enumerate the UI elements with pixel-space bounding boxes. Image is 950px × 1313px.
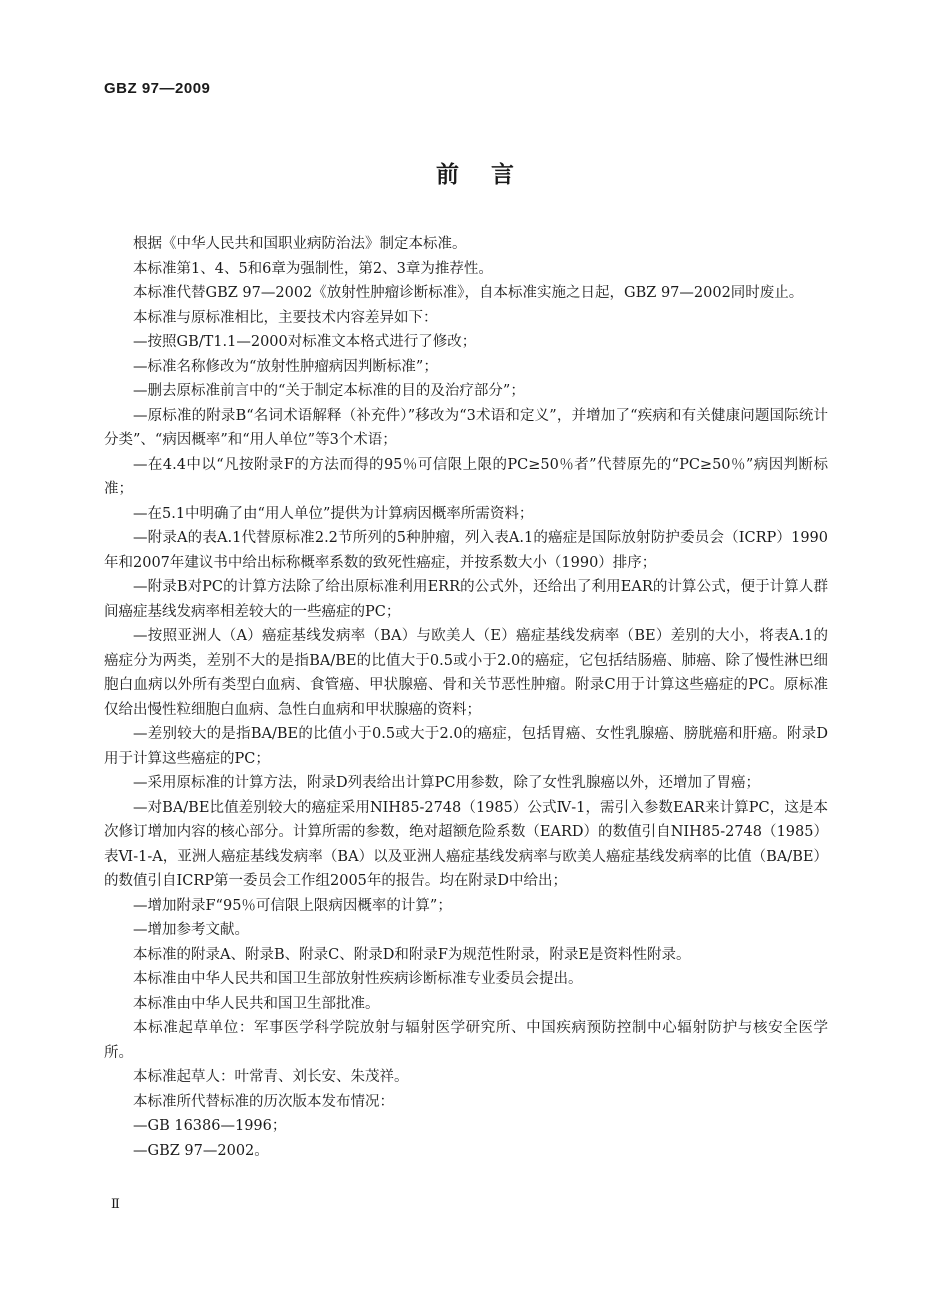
paragraph: —增加附录F“95％可信限上限病因概率的计算”； [133, 897, 452, 914]
paragraph: 根据《中华人民共和国职业病防治法》制定本标准。 [133, 236, 467, 252]
page-number: Ⅱ [111, 1197, 120, 1212]
paragraph: —差别较大的是指BA/BE的比值小于0.5或大于2.0的癌症，包括胃癌、女性乳腺癌、膀胱癌和肝癌。附录D用于计算这些癌症的PC； [104, 726, 828, 767]
paragraph: —GBZ 97—2002。 [133, 1142, 269, 1159]
paragraph: —增加参考文献。 [133, 922, 249, 938]
paragraph: —附录A的表A.1代替原标准2.2节所列的5种肿瘤，列入表A.1的癌症是国际放射防护委员会（ICRP）1990年和2007年建议书中给出标称概率系数的致死性癌症，并按系数大小（1990）排序； [104, 530, 828, 571]
paragraph: —采用原标准的计算方法，附录D列表给出计算PC用参数，除了女性乳腺癌以外，还增加了胃癌； [133, 775, 760, 791]
paragraph: —对BA/BE比值差别较大的癌症采用NIH85-2748（1985）公式Ⅳ-1，需引入参数EAR来计算PC，这是本次修订增加内容的核心部分。计算所需的参数，绝对超额危险系数（EARD）的数值引自NIH85-2748（1985）表Ⅵ-1-A，亚洲人癌症基线发病率（BA）以及亚洲人癌症基线发病率与欧美人癌症基线发病率的比值（BA/BE）的数值引自ICRP第一委员会工作组2005年的报告。均在附录D中给出； [104, 799, 828, 889]
paragraph: —在5.1中明确了由“用人单位”提供为计算病因概率所需资料； [133, 505, 534, 522]
paragraph: 本标准代替GBZ 97—2002《放射性肿瘤诊断标准》，自本标准实施之日起，GBZ 97—2002同时废止。 [133, 285, 804, 301]
document-code: GBZ 97—2009 [104, 80, 211, 97]
foreword-body [104, 232, 828, 1163]
paragraph: 本标准第1、4、5和6章为强制性，第2、3章为推荐性。 [133, 260, 493, 277]
paragraph: —标准名称修改为“放射性肿瘤病因判断标准”； [133, 358, 438, 375]
paragraph: —附录B对PC的计算方法除了给出原标准利用ERR的公式外，还给出了利用EAR的计算公式，便于计算人群间癌症基线发病率相差较大的一些癌症的PC； [104, 579, 828, 620]
paragraph: 本标准由中华人民共和国卫生部批准。 [133, 995, 380, 1012]
paragraph: 本标准由中华人民共和国卫生部放射性疾病诊断标准专业委员会提出。 [133, 971, 583, 987]
paragraph: —原标准的附录B“名词术语解释（补充件）”移改为“3术语和定义”，并增加了“疾病和有关健康问题国际统计分类”、“病因概率”和“用人单位”等3个术语； [104, 407, 828, 448]
paragraph: —按照亚洲人（A）癌症基线发病率（BA）与欧美人（E）癌症基线发病率（BE）差别的大小，将表A.1的癌症分为两类，差别不大的是指BA/BE的比值大于0.5或小于2.0的癌症，它包括结肠癌、肺癌、除了慢性淋巴细胞白血病以外所有类型白血病、食管癌、甲状腺癌、骨和关节恶性肿瘤。附录C用于计算这些癌症的PC。原标准仅给出慢性粒细胞白血病、急性白血病和甲状腺癌的资料； [104, 628, 828, 718]
paragraph: —在4.4中以“凡按附录F的方法而得的95％可信限上限的PC≥50％者”代替原先的“PC≥50％”病因判断标准； [104, 456, 828, 497]
paragraph: —按照GB/T1.1—2000对标准文本格式进行了修改； [133, 334, 477, 350]
paragraph: 本标准所代替标准的历次版本发布情况： [133, 1093, 394, 1110]
paragraph: 本标准与原标准相比，主要技术内容差异如下： [133, 309, 438, 326]
paragraph: 本标准起草人：叶常青、刘长安、朱茂祥。 [133, 1069, 409, 1085]
paragraph: 本标准的附录A、附录B、附录C、附录D和附录F为规范性附录，附录E是资料性附录。 [133, 946, 691, 963]
paragraph: —GB 16386—1996； [133, 1118, 287, 1134]
page-title: 前言 [436, 162, 546, 188]
paragraph: —删去原标准前言中的“关于制定本标准的目的及治疗部分”； [133, 383, 525, 399]
paragraph: 本标准起草单位：军事医学科学院放射与辐射医学研究所、中国疾病预防控制中心辐射防护与核安全医学所。 [104, 1020, 828, 1061]
